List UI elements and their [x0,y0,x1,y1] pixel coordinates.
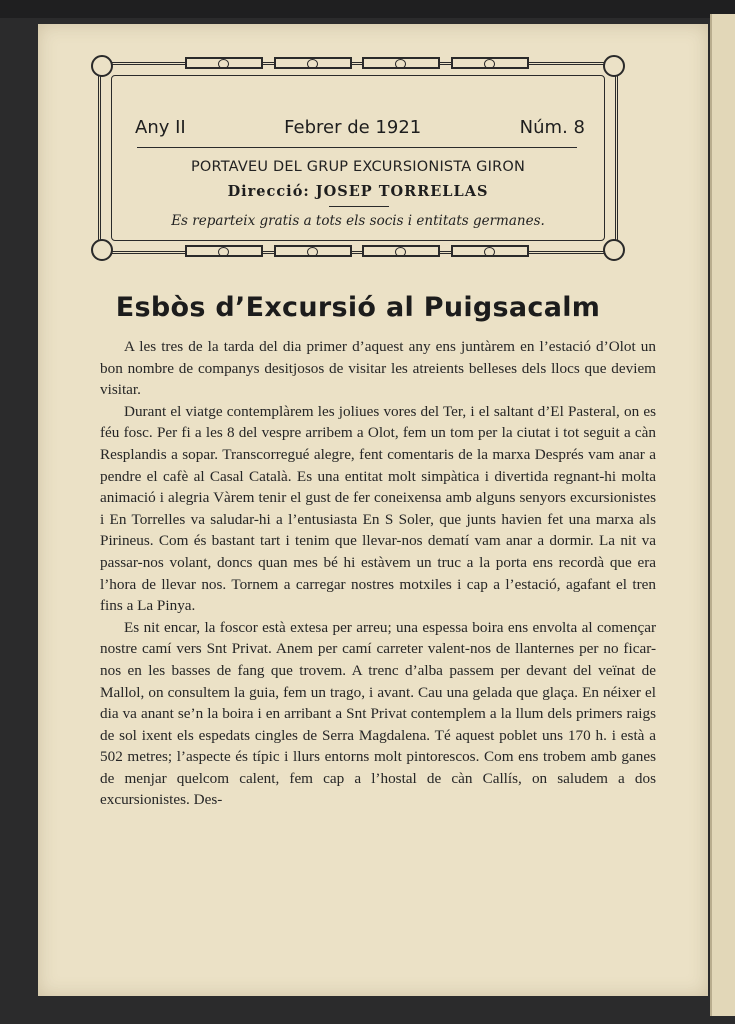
masthead-year: Any II [135,117,186,138]
ornament-corner-icon [91,55,113,77]
adjacent-page-edge [710,14,735,1016]
ornament-icon [274,245,352,257]
masthead-director: Direcció: JOSEP TORRELLAS [227,183,489,200]
article-body [100,336,656,811]
article-paragraph: A les tres de la tarda del dia primer d’aquest any ens juntàrem en l’estació d’Olot un bon nombre de companys desitjosos de visitar les atreients belleses dels llocs que deviem visitar. [100,338,656,399]
ornament-icon [362,245,440,257]
masthead-frame [98,62,618,254]
scan-background-top [0,0,735,18]
ornament-row-bottom [185,245,529,259]
ornament-corner-icon [603,239,625,261]
ornament-row-top [185,57,529,71]
ornament-icon [362,57,440,69]
ornament-icon [185,57,263,69]
masthead-subtitle: PORTAVEU DEL GRUP EXCURSIONISTA GIRON [190,159,526,175]
article-title: Esbòs d’Excursió al Puigsacalm [115,292,601,323]
ornament-icon [451,245,529,257]
ornament-icon [274,57,352,69]
article-paragraph: Durant el viatge contemplàrem les joliues vores del Ter, i el saltant d’El Pasteral, on es féu fosc. Per fi a les 8 del vespre arribem a Olot, fem un tom per la ciutat i tot seguit a càn Resplandis a sopar. Transcorregué alegre, fent comentaris de la marxa Després vam anar a pendre el cafè al Casal Català. Es una entitat molt simpàtica i divertida regnant-hi molta animació i alegria Vàrem tenir el gust de fer coneixensa amb alguns senyors excursionistes i En Torrelles va saludar-hi a l’entusiasta En S Soler, que junts havien fet una marxa als Pirineus. Com és bastant tart i tenim que llevar-nos dematí vam anar a dormir. La nit va passar-nos volant, doncs quan mes bé hi estàvem un truc a la porta ens recordà que era l’hora de llevar nos. Tornem a carregar nostres motxiles i cap a l’estació, agafant el tren fins a La Pinya. [100,402,656,615]
ornament-corner-icon [603,55,625,77]
ornament-corner-icon [91,239,113,261]
ornament-icon [185,245,263,257]
masthead-note: Es reparteix gratis a tots els socis i entitats germanes. [171,213,545,229]
masthead-divider [137,147,577,148]
masthead-short-divider [329,206,389,207]
masthead-date: Febrer de 1921 [284,117,422,138]
article-paragraph: Es nit encar, la foscor està extesa per arreu; una espessa boira ens envolta al començar nostre camí vers Snt Privat. Anem per camí carreter valent-nos de llanternes per no ficar-nos en les basses de fang que trovem. A trenc d’alba passem per devant del veïnat de Mallol, on consultem la guia, fem un trago, i avant. Cau una gelada que glaça. En néixer el dia va anant se’n la boira i en arribant a Snt Privat contemplem a la llum dels primers raigs de sol ixent els espedats cingles de Serra Magdalena. Té aquest poblet uns 170 h. i està a 502 metres; l’aspecte és típic i llurs entorns molt pintorescos. Com ens trobem amb ganes de menjar quelcom calent, fem cap a l’hostal de càn Callís, on saludem a dos excursionistes. Des- [100,618,656,809]
ornament-icon [451,57,529,69]
masthead-issue-line [135,117,585,138]
masthead-issue-number: Núm. 8 [519,117,585,138]
